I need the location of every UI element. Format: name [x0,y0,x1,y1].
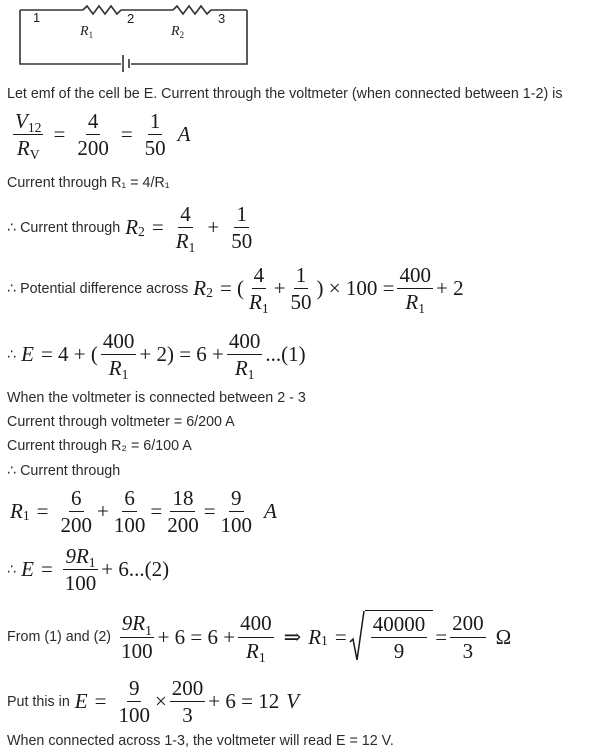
fraction [229,203,254,252]
numerator: 4 [178,203,193,228]
subscript: 2 [138,223,145,239]
symbol: R [16,136,30,161]
numerator: 6 [69,487,84,512]
numerator: 4 [86,110,101,135]
symbol: R [234,356,248,381]
numerator: 400 [227,330,263,355]
equation-tag: ...(1) [265,342,306,367]
equation-emf-1 [7,329,306,383]
symbol: E [21,557,34,582]
symbol: E [74,689,88,714]
denominator: 9 [393,639,405,663]
subscript: V [29,147,40,163]
symbol: E [21,342,34,367]
subscript: 1 [261,301,269,317]
numerator: 1 [294,264,309,289]
denominator: 100 [220,513,253,538]
denominator: 3 [182,703,193,728]
numerator: 6 [122,487,137,512]
denominator: 50 [144,136,166,161]
denominator: 3 [462,638,474,663]
denominator: 100 [118,703,150,728]
fraction [450,612,486,661]
numerator: 40000 [371,613,428,638]
fraction [174,202,198,256]
numerator: 200 [450,612,486,637]
fraction [112,487,148,536]
operator: = 4 + ( [40,342,98,367]
equation-solve-r1: From (1) and (2) $\frac{9R_1}{100}$ + 6 = 6 + $\frac{400}{R_1}$ ⇒ R 1 = $\frac{40000}{9}$ = $\frac{200}{3}$ Ω [7,611,512,665]
sqrt-symbol [349,610,434,664]
symbol: R [125,215,139,240]
operator: + 2 [435,276,464,301]
text-current-r2: Current through R₂ = 6/100 A [7,438,192,454]
numerator: 200 [170,677,206,702]
lead-text: ∴ Current through [7,219,121,236]
denominator: 100 [113,513,146,538]
node-label: 3 [218,11,226,26]
unit: A [177,122,191,147]
fraction [101,329,137,383]
subscript: 1 [145,622,152,638]
fraction [13,109,43,163]
subscript: 1 [22,507,30,523]
node-label: 1 [33,10,41,25]
subscript: 1 [321,633,328,649]
text-therefore-current: ∴ Current through [7,463,121,479]
equation-current-r2: ∴ Current through R 2 = $\frac{4}{R_1}$ + $\frac{1}{50}$ [7,202,253,256]
numerator: 400 [101,330,137,355]
numerator: 1 [234,203,249,228]
subscript: 1 [188,240,196,256]
symbol: R [108,356,122,381]
equation-emf-2: ∴ E = $\frac{9R_1}{100}$ + 6...(2) [7,544,170,596]
fraction [397,263,433,317]
therefore-symbol: ∴ [7,346,17,363]
circuit-diagram [15,2,255,72]
unit: Ω [495,624,512,649]
fraction [59,487,95,536]
fraction [238,611,274,665]
resistor-sub: 2 [179,30,185,40]
subscript: 1 [121,367,129,383]
lead-text: ∴ Potential difference across [7,280,189,297]
subscript: 1 [418,301,426,317]
numerator: 4 [252,264,267,289]
subscript: 1 [258,649,266,665]
operator: × [154,689,167,714]
symbol: V [15,109,28,133]
symbol: R [175,229,189,254]
operator: = ( [219,276,245,301]
fraction [63,545,99,594]
operator: + 2) = 6 + [139,342,224,367]
resistor-r2 [173,6,211,14]
denominator: 200 [167,513,199,538]
subscript: 1 [88,555,96,571]
symbol: R [193,276,207,301]
text-final-answer: When connected across 1-3, the voltmeter will read E = 12 V. [7,733,394,749]
numerator: 1 [148,110,163,135]
symbol: 9R [65,544,89,568]
subscript: 2 [206,284,213,300]
fraction [289,264,314,313]
svg-text:R1 [79,24,93,40]
lead-text: From (1) and (2) [7,629,112,645]
equation-voltmeter-current: $\frac{V_{12}}{R_V}$ = $\frac{4}{200}$ = $\frac{1}{50}$ A [15,109,191,163]
operator: + 6 = 12 [208,689,280,714]
unit: A [264,499,277,524]
subscript: 1 [247,367,255,383]
denominator: 200 [60,513,92,538]
fraction [116,677,152,726]
symbol: 9R [121,611,146,636]
numerator: 18 [170,487,195,512]
subscript: 12 [27,120,42,136]
symbol: R [246,638,259,663]
svg-text:R2 [170,24,184,40]
symbol: R [10,499,23,524]
text-current-r1: Current through R₁ = 4/R₁ [7,175,170,191]
numerator: 400 [238,612,274,637]
denominator: 50 [231,229,253,254]
operator: ) × 100 = [316,276,395,301]
numerator: 9 [229,487,244,512]
implies-arrow: ⇒ [283,624,302,649]
resistor-r1 [83,6,121,14]
resistor-label: R [80,24,89,39]
text-emf-intro: Let emf of the cell be E. Current through the voltmeter (when connected between 1-2) is [7,86,563,102]
operator: + 6...(2) [101,557,170,582]
fraction [227,329,263,383]
fraction [247,263,271,317]
node-label: 2 [127,11,135,26]
fraction [371,613,428,662]
equation-potential-r2: ∴ Potential difference across R 2 = ( $\frac{4}{R_1}$ + $\frac{1}{50}$ ) × 100 = $\frac{400}{R_1}$ + 2 [7,263,464,317]
symbol: R [405,290,419,315]
denominator: 200 [77,136,109,161]
symbol: R [249,290,262,315]
text-current-voltmeter: Current through voltmeter = 6/200 A [7,414,235,430]
unit: V [286,689,300,714]
numerator: 9 [127,677,142,702]
numerator: 400 [397,264,433,289]
symbol: R [308,624,322,649]
fraction [170,677,206,726]
equation-current-r1: R 1 = $\frac{6}{200}$ + $\frac{6}{100}$ = $\frac{18}{200}$ = $\frac{9}{100}$ A [10,486,277,538]
operator: + 6 = 6 + [157,624,236,649]
lead-text: Put this in [7,693,70,710]
equation-final-emf: Put this in E = $\frac{9}{100}$ × $\frac{200}{3}$ + 6 = 12 V [7,676,300,728]
denominator: 100 [121,638,153,663]
denominator: 50 [290,290,312,315]
fraction [219,487,255,536]
resistor-label: R [171,24,180,39]
fraction [143,110,168,159]
fraction [75,110,111,159]
denominator: 100 [64,571,97,596]
therefore-symbol: ∴ [7,561,17,578]
fraction [165,487,201,536]
resistor-sub: 1 [88,30,94,40]
fraction [119,612,155,661]
text-when-2-3: When the voltmeter is connected between 2 - 3 [7,390,306,406]
